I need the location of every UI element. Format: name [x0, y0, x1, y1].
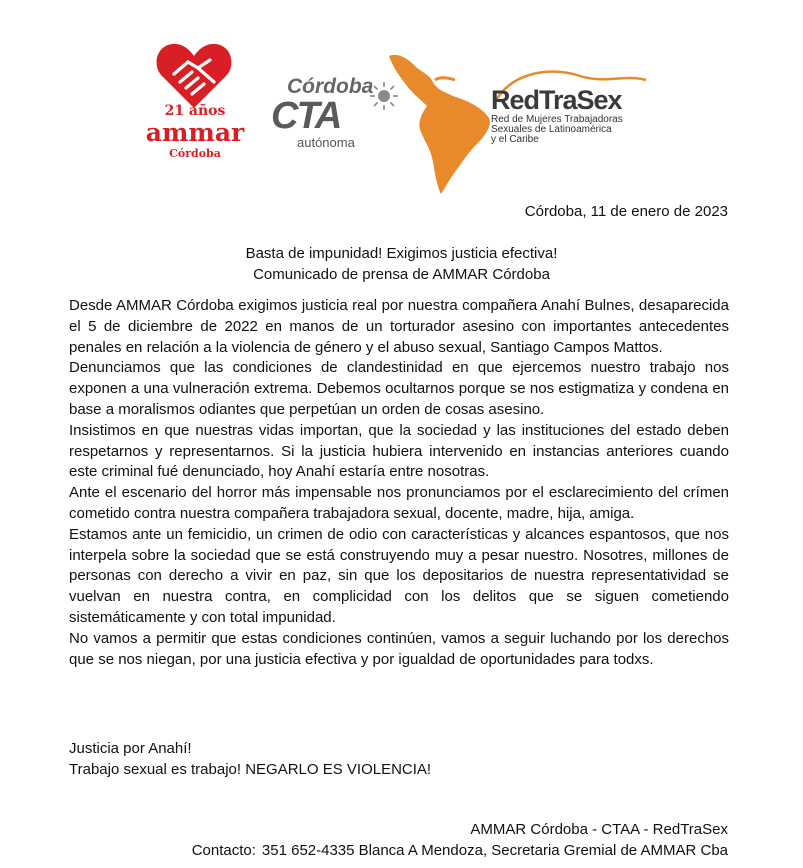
redtrasex-text-block — [491, 85, 661, 145]
document-heading: Basta de impunidad! Exigimos justicia efectiva! — [245, 245, 558, 262]
body-paragraph: Desde AMMAR Córdoba exigimos justicia real por nuestra compañera Anahí Bulnes, desaparecida el 5 de diciembre de 2022 en manos de un torturador asesino con importantes antecedentes penales en relación a la violencia de género y el abuso sexual, Santiago Campos Mattos. — [69, 297, 729, 356]
contact-label: Contacto: — [191, 842, 256, 859]
cta-city-label: Córdoba — [287, 75, 374, 98]
signature-line: AMMAR Córdoba - CTAA - RedTraSex — [470, 821, 728, 838]
contact-line — [192, 842, 728, 859]
redtrasex-subtitle-line: y el Caribe — [491, 134, 539, 145]
cta-name-label: CTA — [271, 95, 341, 137]
ammar-years-label: 21 años — [164, 103, 226, 119]
closing-block — [69, 738, 431, 780]
closing-line: Justicia por Anahí! — [69, 740, 192, 757]
contact-value: 351 652-4335 Blanca A Mendoza, Secretaria Gremial de AMMAR Cba — [261, 842, 728, 859]
cta-sub-label: autónoma — [297, 135, 355, 150]
body-paragraph: Estamos ante un femicidio, un crimen de odio con características y alcances espantosos, que nos interpela sobre la sociedad que se está construyendo muy a pesar nuestro. Nosotres, millones de personas con derecho a vivir en paz, sin que los depositarios de nuestra representatividad se vuelvan en nuestra contra, en complicidad con los delitos que se siguen cometiendo sistemáticamente y con total impunidad. — [69, 525, 729, 626]
ammar-city-label: Córdoba — [169, 147, 221, 160]
document-subheading: Comunicado de prensa de AMMAR Córdoba — [253, 266, 550, 283]
document-date: Córdoba, 11 de enero de 2023 — [524, 203, 728, 220]
body-paragraph: No vamos a permitir que estas condiciones continúen, vamos a seguir luchando por los derechos que se nos niegan, por una justicia efectiva y por igualdad de oportunidades para todxs. — [69, 629, 729, 668]
heart-handshake-icon — [154, 40, 234, 110]
ammar-cordoba-logo — [140, 40, 250, 160]
ammar-name-label: ammar — [145, 118, 245, 147]
body-paragraph: Ante el escenario del horror más impensable nos pronunciamos por el esclarecimiento del crímen cometido contra nuestra compañera trabajadora sexual, docente, madre, hija, amiga. — [69, 484, 729, 522]
redtrasex-subtitle-line: Red de Mujeres Trabajadoras — [491, 114, 623, 125]
latin-america-map-icon — [385, 46, 495, 196]
redtrasex-subtitle-line: Sexuales de Latinoamérica — [491, 124, 612, 135]
closing-line: Trabajo sexual es trabajo! NEGARLO ES VIOLENCIA! — [69, 761, 432, 778]
redtrasex-name-label: RedTraSex — [491, 85, 622, 115]
body-paragraph: Denunciamos que las condiciones de clandestinidad en que ejercemos nuestro trabajo nos exponen a una vulneración extrema. Debemos ocultarnos porque se nos estigmatiza y condena en base a moralismos odiantes que perpetúan un orden de cosas asesino. — [69, 359, 729, 418]
body-paragraph: Insistimos en que nuestras vidas importan, que la sociedad y las instituciones del estado deben respetarnos y representarnos. Si la justicia hubiera intervenido en instancias anteriores cuando este criminal fué denunciado, hoy Anahí estaría entre nosotras. — [69, 421, 729, 481]
document-body — [69, 296, 729, 670]
